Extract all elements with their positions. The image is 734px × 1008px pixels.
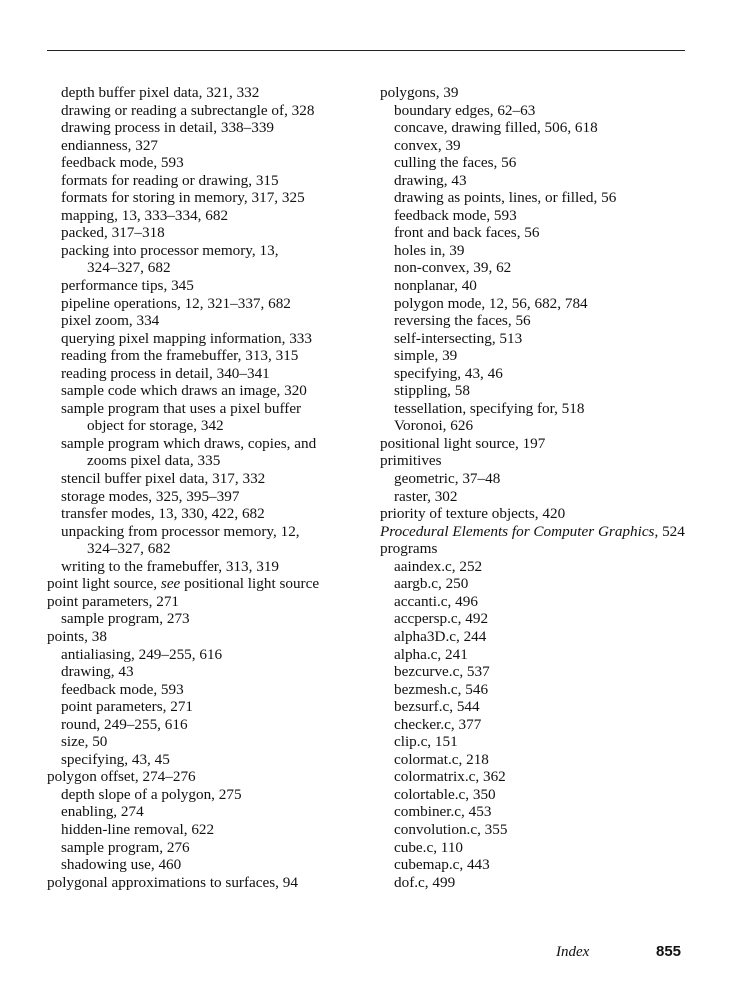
index-subentry: specifying, 43, 45 (61, 750, 170, 768)
index-subentry: round, 249–255, 616 (61, 715, 188, 733)
index-entry: point parameters, 271 (47, 592, 180, 610)
index-subentry: front and back faces, 56 (394, 224, 540, 242)
index-subentry: drawing process in detail, 338–339 (61, 119, 275, 137)
index-subentry: point parameters, 271 (61, 698, 194, 716)
index-column-left (47, 84, 365, 891)
index-entry: priority of texture objects, 420 (380, 505, 566, 523)
index-entry-pages: , 524 (654, 522, 685, 540)
index-entry: polygon offset, 274–276 (47, 768, 196, 786)
index-subentry: clip.c, 151 (394, 733, 458, 751)
index-subentry: colormat.c, 218 (394, 750, 489, 768)
index-entry-term: point light source, (47, 575, 161, 593)
index-subentry: feedback mode, 593 (61, 154, 184, 172)
index-subentry: cubemap.c, 443 (394, 856, 490, 874)
index-entry: programs (380, 540, 438, 558)
footer-section-label: Index (556, 944, 590, 960)
index-subentry: stencil buffer pixel data, 317, 332 (61, 470, 266, 488)
index-subentry: combiner.c, 453 (394, 803, 492, 821)
index-subentry: endianness, 327 (61, 136, 159, 154)
index-subentry: bezmesh.c, 546 (394, 680, 489, 698)
index-subentry: colormatrix.c, 362 (394, 768, 506, 786)
index-subentry: geometric, 37–48 (394, 470, 501, 488)
index-subentry: reading process in detail, 340–341 (61, 364, 270, 382)
index-subentry: alpha3D.c, 244 (394, 627, 487, 645)
index-subentry: pipeline operations, 12, 321–337, 682 (61, 294, 291, 312)
index-subentry: sample program which draws, copies, and zooms pixel data, 335 (61, 434, 317, 470)
index-subentry: feedback mode, 593 (61, 680, 184, 698)
index-subentry: non-convex, 39, 62 (394, 259, 512, 277)
index-entry (47, 575, 365, 593)
index-subentry: holes in, 39 (394, 241, 465, 259)
index-subentry: packed, 317–318 (61, 224, 165, 242)
index-subentry: drawing as points, lines, or filled, 56 (394, 189, 617, 207)
index-subentry: shadowing use, 460 (61, 856, 182, 874)
index-subentry: aargb.c, 250 (394, 575, 469, 593)
index-subentry: convolution.c, 355 (394, 820, 508, 838)
index-subentry: colortable.c, 350 (394, 785, 496, 803)
index-entry: polygonal approximations to surfaces, 94 (47, 873, 298, 891)
index-entry: polygons, 39 (380, 84, 459, 101)
index-subentry: writing to the framebuffer, 313, 319 (61, 557, 280, 575)
index-subentry: mapping, 13, 333–334, 682 (61, 206, 229, 224)
index-subentry: reading from the framebuffer, 313, 315 (61, 347, 299, 365)
index-subentry: stippling, 58 (394, 382, 470, 400)
index-entry (380, 523, 690, 541)
index-entry: positional light source, 197 (380, 434, 546, 452)
index-subentry: simple, 39 (394, 347, 458, 365)
index-subentry: transfer modes, 13, 330, 422, 682 (61, 505, 265, 523)
index-subentry: antialiasing, 249–255, 616 (61, 645, 223, 663)
index-subentry: boundary edges, 62–63 (394, 101, 536, 119)
index-subentry: formats for reading or drawing, 315 (61, 171, 279, 189)
index-subentry: nonplanar, 40 (394, 277, 477, 295)
index-subentry: specifying, 43, 46 (394, 364, 503, 382)
index-subentry: feedback mode, 593 (394, 206, 517, 224)
index-subentry: drawing, 43 (61, 663, 134, 681)
index-column-right (380, 84, 690, 891)
index-subentry: Voronoi, 626 (394, 417, 474, 435)
index-subentry: convex, 39 (394, 136, 461, 154)
index-subentry: size, 50 (61, 733, 108, 751)
index-subentry: storage modes, 325, 395–397 (61, 487, 240, 505)
index-subentry: unpacking from processor memory, 12, 324–327, 682 (61, 522, 300, 558)
index-subentry: concave, drawing filled, 506, 618 (394, 119, 598, 137)
index-subentry: sample program, 273 (61, 610, 190, 628)
footer-page-number: 855 (656, 943, 682, 960)
index-subentry: sample program that uses a pixel buffer object for storage, 342 (61, 399, 302, 435)
index-subentry: querying pixel mapping information, 333 (61, 329, 312, 347)
index-subentry: reversing the faces, 56 (394, 312, 531, 330)
index-subentry: accpersp.c, 492 (394, 610, 489, 628)
index-entry: primitives (380, 452, 442, 470)
index-subentry: drawing or reading a subrectangle of, 328 (61, 101, 315, 119)
index-subentry: packing into processor memory, 13, 324–327, 682 (61, 241, 279, 277)
index-subentry: dof.c, 499 (394, 873, 456, 891)
index-subentry: drawing, 43 (394, 171, 467, 189)
index-subentry: cube.c, 110 (394, 838, 464, 856)
index-subentry: hidden-line removal, 622 (61, 820, 215, 838)
index-subentry: depth buffer pixel data, 321, 332 (61, 84, 260, 101)
index-subentry: depth slope of a polygon, 275 (61, 785, 242, 803)
index-subentry: checker.c, 377 (394, 715, 482, 733)
index-entry: points, 38 (47, 627, 107, 645)
index-subentry: alpha.c, 241 (394, 645, 468, 663)
index-subentry: pixel zoom, 334 (61, 312, 160, 330)
index-subentry: aaindex.c, 252 (394, 557, 483, 575)
index-subentry: bezcurve.c, 537 (394, 663, 490, 681)
see-target: positional light source (180, 575, 320, 593)
index-subentry: tessellation, specifying for, 518 (394, 399, 585, 417)
index-subentry: self-intersecting, 513 (394, 329, 523, 347)
index-subentry: performance tips, 345 (61, 277, 194, 295)
index-subentry: sample code which draws an image, 320 (61, 382, 307, 400)
index-entry-title: Procedural Elements for Computer Graphics (380, 522, 655, 540)
index-subentry: bezsurf.c, 544 (394, 698, 480, 716)
index-subentry: accanti.c, 496 (394, 592, 478, 610)
index-subentry: culling the faces, 56 (394, 154, 517, 172)
header-rule (47, 50, 685, 51)
index-subentry: polygon mode, 12, 56, 682, 784 (394, 294, 588, 312)
see-reference: see (160, 575, 181, 593)
index-subentry: formats for storing in memory, 317, 325 (61, 189, 305, 207)
index-subentry: enabling, 274 (61, 803, 144, 821)
index-subentry: raster, 302 (394, 487, 458, 505)
index-subentry: sample program, 276 (61, 838, 190, 856)
